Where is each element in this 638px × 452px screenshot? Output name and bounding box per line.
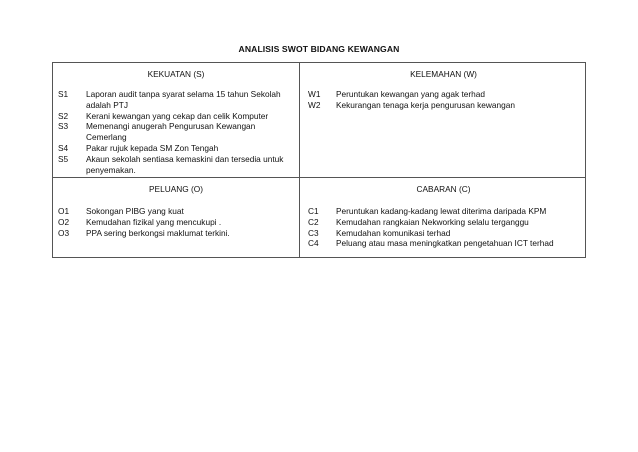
strength-item — [58, 89, 294, 111]
threat-item — [308, 238, 583, 249]
threats-list — [308, 206, 583, 249]
item-text: Kemudahan fizikal yang mencukupi . — [86, 216, 222, 227]
opportunities-heading: PELUANG (O) — [149, 184, 203, 194]
item-text: Peruntukan kadang-kadang lewat diterima daripada KPM — [336, 206, 547, 216]
strength-item — [58, 121, 294, 143]
opportunity-item — [58, 206, 294, 217]
item-text: Laporan audit tanpa syarat selama 15 tahun Sekolah adalah PTJ — [86, 89, 281, 110]
item-code: S5 — [58, 153, 69, 164]
item-text: PPA sering berkongsi maklumat terkini. — [86, 227, 230, 238]
item-text: Peluang atau masa meningkatkan pengetahuan ICT terhad — [336, 238, 554, 249]
item-text: Kekurangan tenaga kerja pengurusan kewangan — [336, 99, 515, 110]
item-text: Kemudahan rangkaian Nekworking selalu terganggu — [336, 216, 529, 227]
strengths-list — [58, 89, 294, 175]
item-code: O1 — [58, 206, 70, 216]
item-text: Memenangi anugerah Pengurusan Kewangan Cemerlang — [86, 121, 256, 143]
item-text: Sokongan PIBG yang kuat — [86, 206, 184, 216]
item-code: S4 — [58, 142, 69, 153]
opportunities-list — [58, 206, 294, 238]
item-text: Pakar rujuk kepada SM Zon Tengah — [86, 142, 219, 153]
item-code: W2 — [308, 99, 321, 110]
threat-item — [308, 217, 583, 228]
strength-item — [58, 154, 294, 176]
row-divider — [53, 177, 585, 178]
column-divider — [299, 63, 300, 257]
item-text: Kemudahan komunikasi terhad — [336, 227, 451, 238]
item-code: W1 — [308, 89, 321, 99]
threat-item — [308, 206, 583, 217]
threat-item — [308, 228, 583, 239]
weakness-item — [308, 100, 583, 111]
weakness-item — [308, 89, 583, 100]
item-text: Kerani kewangan yang cekap dan celik Komputer — [86, 110, 269, 121]
item-code: S1 — [58, 89, 69, 99]
opportunity-item — [58, 217, 294, 228]
item-text: Akaun sekolah sentiasa kemaskini dan tersedia untuk penyemakan. — [86, 153, 284, 175]
weaknesses-list — [308, 89, 583, 111]
item-code: S2 — [58, 110, 69, 121]
item-code: O3 — [58, 227, 70, 238]
strengths-heading: KEKUATAN (S) — [147, 69, 205, 79]
item-code: C2 — [308, 216, 319, 227]
item-code: O2 — [58, 216, 70, 227]
opportunity-item — [58, 228, 294, 239]
weaknesses-heading: KELEMAHAN (W) — [410, 69, 477, 79]
threats-heading: CABARAN (C) — [416, 184, 471, 194]
item-code: C3 — [308, 227, 319, 238]
item-text: Peruntukan kewangan yang agak terhad — [336, 89, 485, 99]
document-title: ANALISIS SWOT BIDANG KEWANGAN — [238, 44, 400, 54]
item-code: C1 — [308, 206, 319, 216]
strength-item — [58, 111, 294, 122]
swot-table — [52, 62, 586, 258]
strength-item — [58, 143, 294, 154]
item-code: C4 — [308, 238, 319, 249]
item-code: S3 — [58, 121, 69, 132]
